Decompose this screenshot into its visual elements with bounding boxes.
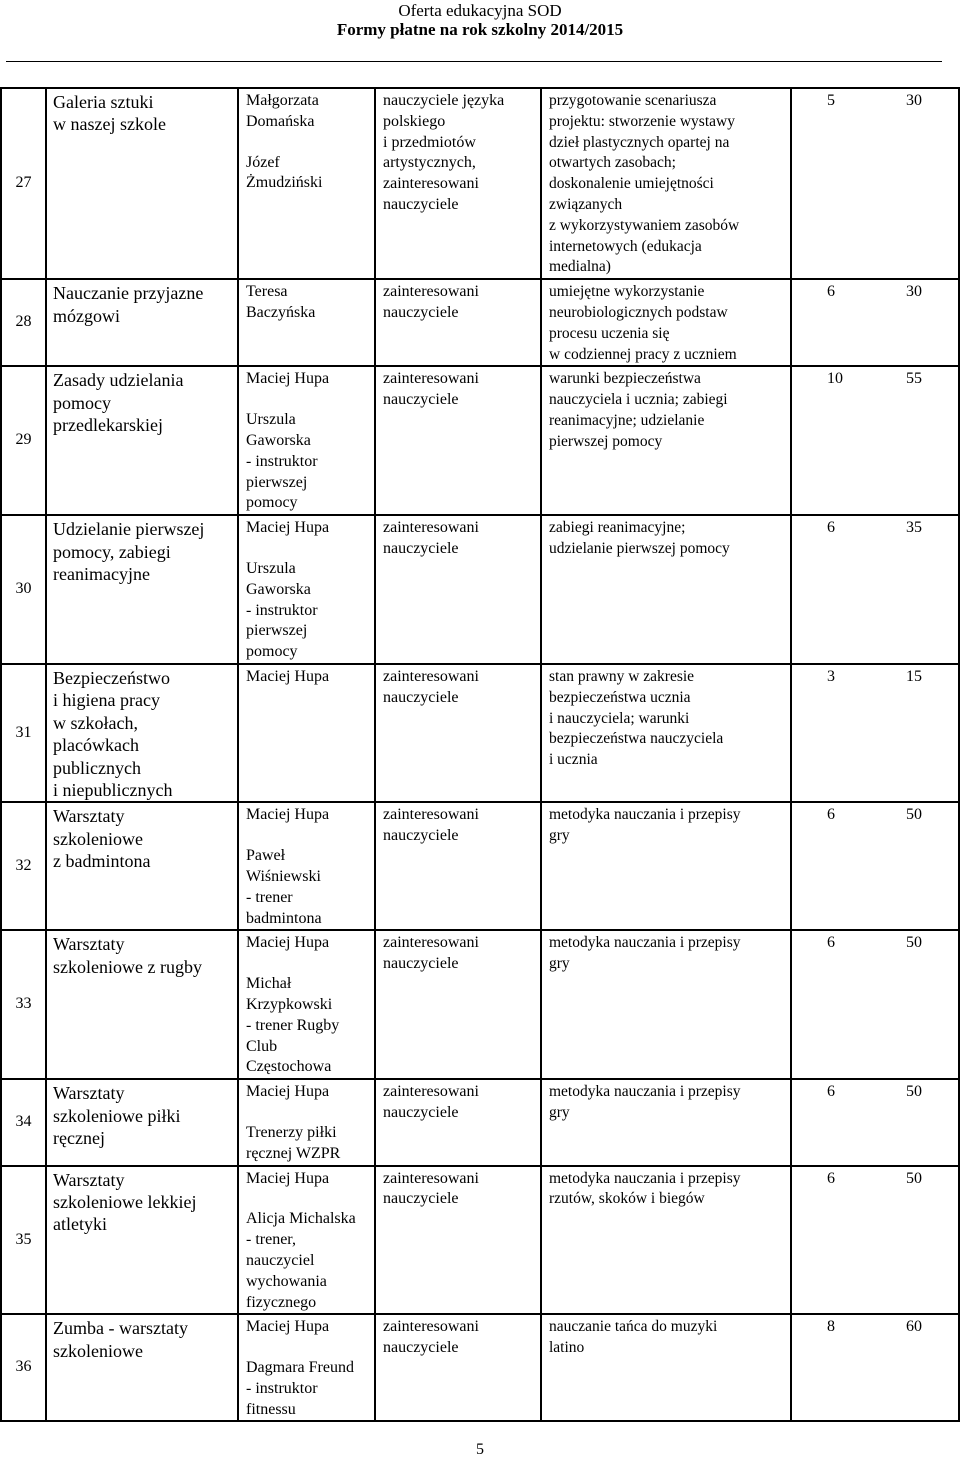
text-line: nauczyciele — [383, 1103, 459, 1121]
text-line: warunki bezpieczeństwa — [549, 370, 701, 388]
text-line: pierwszej pomocy — [549, 432, 663, 450]
course-leaders — [238, 664, 375, 802]
table-row — [1, 1314, 959, 1421]
text-line: gry — [549, 1103, 570, 1121]
course-participants — [375, 1079, 541, 1165]
course-participants — [375, 515, 541, 664]
row-number: 36 — [1, 1314, 46, 1421]
page-number: 5 — [476, 1441, 484, 1458]
text-line: placówkach — [53, 735, 139, 756]
leader-entry — [246, 559, 368, 663]
text-line: szkoleniowe z rugby — [53, 956, 202, 977]
text-line: badmintona — [246, 909, 322, 927]
text-line: w szkołach, — [53, 712, 138, 733]
header-title: Oferta edukacyjna SOD — [398, 1, 562, 20]
row-number: 31 — [1, 664, 46, 802]
text-line: - instruktor — [246, 1379, 318, 1397]
course-description — [541, 1166, 791, 1315]
hours-count: 15 — [906, 667, 922, 685]
hours-pair — [792, 518, 958, 539]
row-number: 35 — [1, 1166, 46, 1315]
text-line: nauczyciele — [383, 539, 459, 557]
text-line: - instruktor — [246, 452, 318, 470]
text-line: Maciej Hupa — [246, 667, 330, 685]
text-line: nauczyciele — [383, 1339, 459, 1357]
text-line: z wykorzystywaniem zasobów — [549, 216, 740, 234]
text-line: otwartych zasobach; — [549, 154, 676, 172]
text-line: Club — [246, 1037, 278, 1055]
text-line: - trener, — [246, 1231, 296, 1249]
leader-entry — [246, 91, 368, 133]
text-line: fitnessu — [246, 1400, 296, 1418]
leader-entry — [246, 153, 368, 195]
course-name — [46, 1166, 238, 1315]
course-leaders — [238, 279, 375, 366]
row-number: 30 — [1, 515, 46, 664]
text-line: Warsztaty — [53, 1083, 125, 1104]
text-line: wychowania — [246, 1272, 327, 1290]
leader-entry — [246, 667, 368, 688]
course-leaders — [238, 1079, 375, 1165]
text-line: i przedmiotów — [383, 133, 476, 151]
text-line: i nauczyciela; warunki — [549, 709, 690, 727]
text-line: zainteresowani — [383, 370, 479, 388]
text-line: Urszula — [246, 411, 296, 429]
table-row — [1, 366, 959, 515]
course-participants — [375, 366, 541, 515]
text-line: neurobiologicznych podstaw — [549, 303, 728, 321]
text-line: Częstochowa — [246, 1058, 332, 1076]
row-number: 32 — [1, 802, 46, 930]
header-divider — [6, 61, 942, 62]
meetings-count: 6 — [827, 283, 835, 301]
course-name — [46, 279, 238, 366]
leader-gap — [246, 1103, 368, 1123]
course-leaders — [238, 930, 375, 1079]
text-line: Zumba - warsztaty — [53, 1318, 188, 1339]
course-hours — [791, 802, 959, 930]
text-line: szkoleniowe — [53, 828, 143, 849]
leader-gap — [246, 539, 368, 559]
text-line: nauczyciele — [383, 303, 459, 321]
course-leaders — [238, 88, 375, 279]
course-name — [46, 930, 238, 1079]
text-line: Zasady udzielania — [53, 370, 184, 391]
leader-entry — [246, 1317, 368, 1338]
course-description — [541, 1314, 791, 1421]
meetings-count: 5 — [827, 92, 835, 109]
header-subtitle: Formy płatne na rok szkolny 2014/2015 — [336, 20, 624, 39]
course-name — [46, 1079, 238, 1165]
text-line: rzutów, skoków i biegów — [549, 1190, 705, 1208]
course-description — [541, 664, 791, 802]
course-hours — [791, 366, 959, 515]
text-line: ręcznej WZPR — [246, 1144, 341, 1162]
text-line: atletyki — [53, 1214, 107, 1235]
text-line: szkoleniowe piłki — [53, 1105, 181, 1126]
text-line: Wiśniewski — [246, 867, 321, 885]
course-hours — [791, 279, 959, 366]
meetings-count: 6 — [827, 1083, 835, 1101]
text-line: nauczyciele — [383, 391, 459, 409]
text-line: nauczyciele — [383, 688, 459, 706]
text-line: Gaworska — [246, 580, 311, 598]
text-line: Galeria sztuki — [53, 92, 154, 112]
course-description — [541, 88, 791, 279]
text-line: doskonalenie umiejętności — [549, 175, 714, 193]
course-leaders — [238, 515, 375, 664]
meetings-count: 10 — [827, 370, 843, 388]
text-line: Paweł — [246, 847, 286, 865]
text-line: - trener — [246, 888, 293, 906]
leader-entry — [246, 846, 368, 929]
hours-pair — [792, 1169, 958, 1190]
hours-pair — [792, 369, 958, 390]
text-line: - trener Rugby — [246, 1016, 340, 1034]
text-line: gry — [549, 955, 570, 973]
text-line: nauczyciele języka — [383, 92, 505, 109]
course-participants — [375, 88, 541, 279]
leader-entry — [246, 1082, 368, 1103]
hours-count: 50 — [906, 806, 922, 824]
course-hours — [791, 1079, 959, 1165]
text-line: pierwszej — [246, 622, 308, 640]
text-line: Krzypkowski — [246, 995, 333, 1013]
text-line: i higiena pracy — [53, 690, 160, 711]
text-line: pomocy — [246, 643, 298, 661]
text-line: - instruktor — [246, 601, 318, 619]
text-line: Domańska — [246, 112, 315, 130]
text-line: metodyka nauczania i przepisy — [549, 1169, 741, 1187]
course-leaders — [238, 366, 375, 515]
course-leaders — [238, 802, 375, 930]
table-row — [1, 802, 959, 930]
text-line: zainteresowani — [383, 283, 479, 301]
leader-gap — [246, 826, 368, 846]
course-participants — [375, 1166, 541, 1315]
text-line: procesu uczenia się — [549, 324, 670, 342]
text-line: Nauczanie przyjazne — [53, 283, 204, 304]
course-participants — [375, 279, 541, 366]
leader-entry — [246, 518, 368, 539]
text-line: i niepublicznych — [53, 779, 173, 800]
meetings-count: 6 — [827, 806, 835, 824]
hours-count: 60 — [906, 1318, 922, 1336]
hours-pair — [792, 933, 958, 954]
page-header — [0, 0, 960, 40]
text-line: przygotowanie scenariusza — [549, 92, 717, 109]
course-participants — [375, 930, 541, 1079]
course-participants — [375, 664, 541, 802]
text-line: w naszej szkole — [53, 114, 166, 135]
table-row — [1, 515, 959, 664]
course-participants — [375, 802, 541, 930]
text-line: zainteresowani — [383, 1318, 479, 1336]
text-line: reanimacyjne — [53, 563, 150, 584]
course-hours — [791, 664, 959, 802]
hours-count: 50 — [906, 934, 922, 952]
leader-entry — [246, 1209, 368, 1313]
text-line: Gaworska — [246, 431, 311, 449]
offer-table — [0, 87, 960, 1422]
row-number: 34 — [1, 1079, 46, 1165]
text-line: zainteresowani — [383, 806, 479, 824]
text-line: pomocy — [246, 494, 298, 512]
text-line: Maciej Hupa — [246, 1318, 330, 1336]
text-line: umiejętne wykorzystanie — [549, 283, 705, 301]
text-line: metodyka nauczania i przepisy — [549, 1083, 741, 1101]
hours-pair — [792, 1082, 958, 1103]
text-line: Urszula — [246, 559, 296, 577]
course-description — [541, 802, 791, 930]
table-row — [1, 664, 959, 802]
text-line: fizycznego — [246, 1293, 317, 1311]
meetings-count: 8 — [827, 1318, 835, 1336]
text-line: zabiegi reanimacyjne; — [549, 519, 686, 537]
text-line: nauczyciele — [383, 195, 459, 213]
text-line: zainteresowani — [383, 175, 479, 193]
leader-entry — [246, 805, 368, 826]
course-name — [46, 366, 238, 515]
text-line: Trenerzy piłki — [246, 1123, 337, 1141]
offer-table-body — [1, 88, 959, 1421]
leader-entry — [246, 410, 368, 514]
text-line: artystycznych, — [383, 154, 476, 172]
text-line: nauczyciele — [383, 827, 459, 845]
meetings-count: 6 — [827, 1169, 835, 1187]
text-line: Maciej Hupa — [246, 1169, 330, 1187]
text-line: dzieł plastycznych opartej na — [549, 133, 730, 151]
text-line: metodyka nauczania i przepisy — [549, 806, 741, 824]
table-row — [1, 88, 959, 279]
text-line: Alicja Michalska — [246, 1210, 356, 1228]
text-line: pomocy, zabiegi — [53, 541, 171, 562]
leader-entry — [246, 1169, 368, 1190]
course-name — [46, 515, 238, 664]
meetings-count: 3 — [827, 667, 835, 685]
course-description — [541, 1079, 791, 1165]
hours-count: 30 — [906, 283, 922, 301]
text-line: Maciej Hupa — [246, 519, 330, 537]
text-line: Michał — [246, 975, 292, 993]
text-line: latino — [549, 1339, 585, 1357]
course-hours — [791, 930, 959, 1079]
text-line: Maciej Hupa — [246, 1083, 330, 1101]
course-leaders — [238, 1166, 375, 1315]
leader-entry — [246, 1123, 368, 1165]
course-participants — [375, 1314, 541, 1421]
text-line: w codziennej pracy z uczniem — [549, 345, 737, 363]
text-line: internetowych (edukacja — [549, 237, 702, 255]
text-line: związanych — [549, 195, 623, 213]
hours-pair — [792, 1317, 958, 1338]
text-line: Maciej Hupa — [246, 934, 330, 952]
text-line: Maciej Hupa — [246, 370, 330, 388]
course-description — [541, 515, 791, 664]
text-line: zainteresowani — [383, 1169, 479, 1187]
course-hours — [791, 515, 959, 664]
course-hours — [791, 88, 959, 279]
text-line: Małgorzata — [246, 92, 319, 109]
course-name — [46, 802, 238, 930]
text-line: Warsztaty — [53, 1169, 125, 1190]
meetings-count: 6 — [827, 934, 835, 952]
hours-count: 55 — [906, 370, 922, 388]
text-line: bezpieczeństwa ucznia — [549, 688, 691, 706]
text-line: nauczyciela i ucznia; zabiegi — [549, 391, 728, 409]
text-line: zainteresowani — [383, 667, 479, 685]
leader-gap — [246, 1189, 368, 1209]
text-line: i ucznia — [549, 751, 598, 769]
table-row — [1, 930, 959, 1079]
leader-gap — [246, 1338, 368, 1358]
leader-entry — [246, 974, 368, 1078]
table-row — [1, 1166, 959, 1315]
text-line: nauczyciele — [383, 1190, 459, 1208]
text-line: projektu: stworzenie wystawy — [549, 112, 735, 130]
text-line: medialna) — [549, 258, 611, 276]
text-line: nauczyciel — [246, 1251, 315, 1269]
course-description — [541, 279, 791, 366]
hours-count: 35 — [906, 519, 922, 537]
course-description — [541, 366, 791, 515]
hours-count: 50 — [906, 1083, 922, 1101]
leader-gap — [246, 133, 368, 153]
text-line: Dagmara Freund — [246, 1359, 354, 1377]
text-line: publicznych — [53, 757, 141, 778]
row-number: 33 — [1, 930, 46, 1079]
text-line: szkoleniowe — [53, 1340, 143, 1361]
text-line: szkoleniowe lekkiej — [53, 1191, 197, 1212]
text-line: Żmudziński — [246, 174, 323, 192]
leader-gap — [246, 954, 368, 974]
text-line: nauczyciele — [383, 955, 459, 973]
hours-count: 30 — [906, 92, 922, 109]
text-line: reanimacyjne; udzielanie — [549, 411, 705, 429]
text-line: Maciej Hupa — [246, 806, 330, 824]
course-hours — [791, 1166, 959, 1315]
table-row — [1, 279, 959, 366]
hours-pair — [792, 282, 958, 303]
text-line: pierwszej — [246, 473, 308, 491]
text-line: stan prawny w zakresie — [549, 667, 695, 685]
text-line: pomocy — [53, 392, 111, 413]
course-description — [541, 930, 791, 1079]
text-line: zainteresowani — [383, 934, 479, 952]
hours-pair — [792, 805, 958, 826]
text-line: polskiego — [383, 112, 446, 130]
text-line: przedlekarskiej — [53, 415, 163, 436]
text-line: mózgowi — [53, 305, 120, 326]
row-number: 27 — [1, 88, 46, 279]
leader-entry — [246, 933, 368, 954]
text-line: nauczanie tańca do muzyki — [549, 1318, 718, 1336]
text-line: Warsztaty — [53, 806, 125, 827]
text-line: zainteresowani — [383, 1083, 479, 1101]
course-name — [46, 88, 238, 279]
text-line: Baczyńska — [246, 303, 316, 321]
text-line: metodyka nauczania i przepisy — [549, 934, 741, 952]
meetings-count: 6 — [827, 519, 835, 537]
row-number: 28 — [1, 279, 46, 366]
row-number: 29 — [1, 366, 46, 515]
leader-entry — [246, 282, 368, 324]
text-line: gry — [549, 827, 570, 845]
leader-entry — [246, 369, 368, 390]
hours-pair — [792, 667, 958, 688]
text-line: Udzielanie pierwszej — [53, 519, 205, 540]
table-row — [1, 1079, 959, 1165]
course-hours — [791, 1314, 959, 1421]
text-line: Bezpieczeństwo — [53, 667, 170, 688]
text-line: udzielanie pierwszej pomocy — [549, 539, 730, 557]
text-line: Teresa — [246, 283, 288, 301]
text-line: Józef — [246, 153, 280, 171]
text-line: bezpieczeństwa nauczyciela — [549, 730, 724, 748]
text-line: z badmintona — [53, 851, 151, 872]
text-line: zainteresowani — [383, 519, 479, 537]
course-name — [46, 664, 238, 802]
course-leaders — [238, 1314, 375, 1421]
text-line: Warsztaty — [53, 934, 125, 955]
leader-entry — [246, 1358, 368, 1420]
leader-gap — [246, 390, 368, 410]
course-name — [46, 1314, 238, 1421]
text-line: ręcznej — [53, 1127, 105, 1148]
hours-count: 50 — [906, 1169, 922, 1187]
hours-pair — [792, 91, 958, 112]
